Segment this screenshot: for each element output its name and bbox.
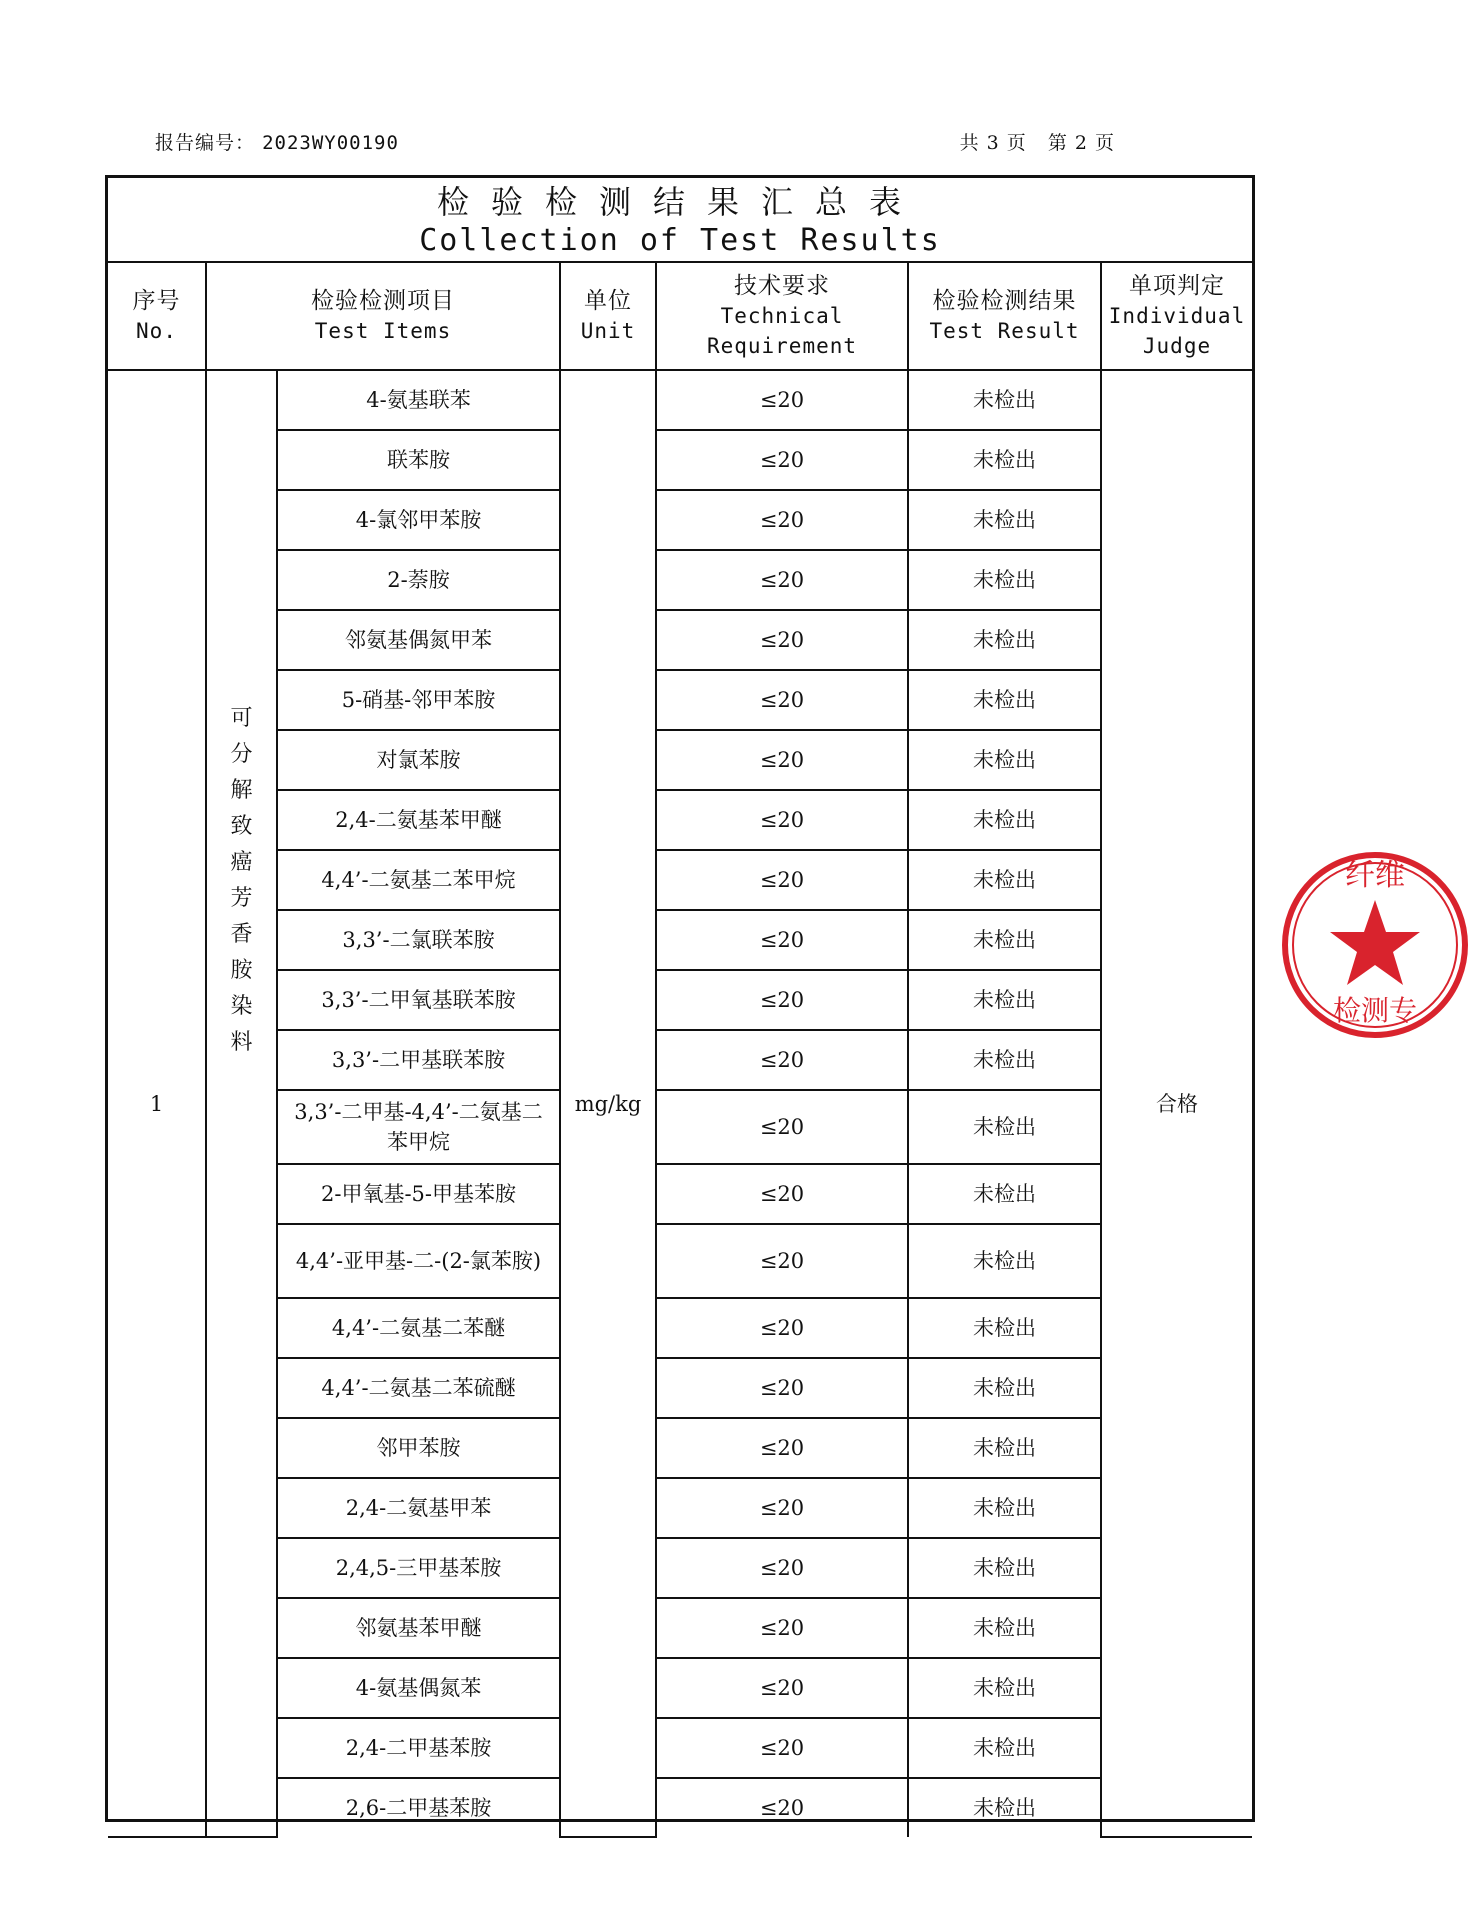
col-header-items [206, 263, 560, 370]
result-value: 未检出 [908, 670, 1101, 730]
results-summary-table [105, 175, 1255, 1822]
requirement-value: ≤20 [656, 970, 908, 1030]
inspection-seal-stamp [1275, 845, 1475, 1045]
table-row [108, 910, 1252, 970]
requirement-value: ≤20 [656, 370, 908, 430]
category-label [206, 370, 277, 1837]
requirement-value: ≤20 [656, 1030, 908, 1090]
test-item-name: 3,3’-二氯联苯胺 [277, 910, 560, 970]
table-row [108, 1298, 1252, 1358]
requirement-value: ≤20 [656, 790, 908, 850]
results-table [108, 263, 1252, 1838]
col-judge-en-2: Judge [1142, 334, 1212, 358]
unit-value: mg/kg [560, 370, 656, 1837]
result-value: 未检出 [908, 1030, 1101, 1090]
test-item-name: 4,4’-二氨基二苯甲烷 [277, 850, 560, 910]
table-row [108, 1718, 1252, 1778]
table-row [108, 1778, 1252, 1837]
report-number [155, 128, 399, 155]
col-judge-cn: 单项判定 [1129, 273, 1225, 299]
col-judge-en-1: Individual [1108, 304, 1246, 328]
requirement-value: ≤20 [656, 1298, 908, 1358]
table-row [108, 1358, 1252, 1418]
report-number-label: 报告编号： [155, 132, 256, 154]
result-value: 未检出 [908, 1718, 1101, 1778]
test-item-name: 3,3’-二甲氧基联苯胺 [277, 970, 560, 1030]
category-char: 料 [230, 1030, 253, 1055]
table-row [108, 730, 1252, 790]
test-item-name: 2,4-二氨基甲苯 [277, 1478, 560, 1538]
requirement-value: ≤20 [656, 670, 908, 730]
test-item-name: 2,4-二氨基苯甲醚 [277, 790, 560, 850]
requirement-value: ≤20 [656, 1090, 908, 1164]
table-row [108, 1478, 1252, 1538]
seal-star-icon [1330, 900, 1420, 985]
result-value: 未检出 [908, 910, 1101, 970]
test-item-name: 2,4,5-三甲基苯胺 [277, 1538, 560, 1598]
category-char: 芳 [230, 886, 253, 911]
test-item-name: 2,4-二甲基苯胺 [277, 1718, 560, 1778]
test-item-name: 4,4’-亚甲基-二-(2-氯苯胺) [277, 1224, 560, 1298]
total-pages: 共 3 页 [959, 132, 1027, 154]
table-row [108, 490, 1252, 550]
table-row [108, 1224, 1252, 1298]
table-row [108, 430, 1252, 490]
seal-text-bottom: 检测专 [1332, 994, 1418, 1027]
col-header-no [108, 263, 206, 370]
requirement-value: ≤20 [656, 490, 908, 550]
test-item-name: 联苯胺 [277, 430, 560, 490]
seal-text-top: 纤维 [1345, 858, 1405, 893]
title-english: Collection of Test Results [419, 223, 941, 258]
result-value: 未检出 [908, 370, 1101, 430]
result-value: 未检出 [908, 850, 1101, 910]
category-char: 染 [230, 994, 253, 1019]
test-item-name: 4-氯邻甲苯胺 [277, 490, 560, 550]
col-req-en-2: Requirement [706, 334, 858, 358]
test-item-name: 邻氨基苯甲醚 [277, 1598, 560, 1658]
requirement-value: ≤20 [656, 1538, 908, 1598]
test-item-name: 2-甲氧基-5-甲基苯胺 [277, 1164, 560, 1224]
test-item-name: 4,4’-二氨基二苯硫醚 [277, 1358, 560, 1418]
table-row [108, 790, 1252, 850]
table-row [108, 610, 1252, 670]
requirement-value: ≤20 [656, 550, 908, 610]
test-item-name: 对氯苯胺 [277, 730, 560, 790]
col-unit-en: Unit [580, 319, 636, 343]
result-value: 未检出 [908, 1478, 1101, 1538]
table-row [108, 550, 1252, 610]
report-number-value: 2023WY00190 [262, 132, 399, 154]
test-item-name: 2,6-二甲基苯胺 [277, 1778, 560, 1837]
category-char: 胺 [230, 958, 253, 983]
table-row [108, 370, 1252, 430]
table-header-row [108, 263, 1252, 370]
result-value: 未检出 [908, 1598, 1101, 1658]
result-value: 未检出 [908, 610, 1101, 670]
result-value: 未检出 [908, 430, 1101, 490]
current-page: 第 2 页 [1047, 132, 1115, 154]
requirement-value: ≤20 [656, 1478, 908, 1538]
judge-value: 合格 [1101, 370, 1252, 1837]
page-counter [946, 128, 1115, 155]
result-value: 未检出 [908, 1090, 1101, 1164]
result-value: 未检出 [908, 1658, 1101, 1718]
requirement-value: ≤20 [656, 730, 908, 790]
requirement-value: ≤20 [656, 850, 908, 910]
requirement-value: ≤20 [656, 1778, 908, 1837]
requirement-value: ≤20 [656, 1224, 908, 1298]
category-char: 癌 [230, 850, 253, 875]
requirement-value: ≤20 [656, 610, 908, 670]
table-row [108, 1538, 1252, 1598]
category-char: 致 [230, 814, 253, 839]
test-item-name: 4-氨基联苯 [277, 370, 560, 430]
col-result-en: Test Result [929, 319, 1080, 343]
table-row [108, 1418, 1252, 1478]
table-row [108, 1658, 1252, 1718]
requirement-value: ≤20 [656, 1598, 908, 1658]
requirement-value: ≤20 [656, 1658, 908, 1718]
requirement-value: ≤20 [656, 1358, 908, 1418]
result-value: 未检出 [908, 1358, 1101, 1418]
result-value: 未检出 [908, 970, 1101, 1030]
col-no-en: No. [136, 319, 177, 343]
col-header-result [908, 263, 1101, 370]
requirement-value: ≤20 [656, 910, 908, 970]
test-item-name: 4,4’-二氨基二苯醚 [277, 1298, 560, 1358]
test-item-name: 2-萘胺 [277, 550, 560, 610]
result-value: 未检出 [908, 1538, 1101, 1598]
category-char: 香 [230, 922, 253, 947]
table-row [108, 1164, 1252, 1224]
table-row [108, 1090, 1252, 1164]
col-header-judge [1101, 263, 1252, 370]
title-chinese: 检验检测结果汇总表 [436, 183, 923, 221]
requirement-value: ≤20 [656, 1718, 908, 1778]
category-char: 可 [230, 706, 253, 731]
col-result-cn: 检验检测结果 [932, 288, 1077, 314]
col-items-cn: 检验检测项目 [311, 288, 455, 314]
table-row [108, 850, 1252, 910]
table-row [108, 970, 1252, 1030]
result-value: 未检出 [908, 790, 1101, 850]
requirement-value: ≤20 [656, 430, 908, 490]
col-no-cn: 序号 [132, 288, 181, 314]
col-items-en: Test Items [314, 319, 452, 343]
table-row [108, 670, 1252, 730]
table-title [108, 178, 1252, 263]
result-value: 未检出 [908, 1224, 1101, 1298]
test-item-name: 4-氨基偶氮苯 [277, 1658, 560, 1718]
test-item-name: 邻甲苯胺 [277, 1418, 560, 1478]
result-value: 未检出 [908, 490, 1101, 550]
table-row [108, 1598, 1252, 1658]
result-value: 未检出 [908, 1418, 1101, 1478]
category-char: 解 [230, 778, 253, 803]
requirement-value: ≤20 [656, 1164, 908, 1224]
col-header-requirement [656, 263, 908, 370]
test-item-name: 3,3’-二甲基联苯胺 [277, 1030, 560, 1090]
col-header-unit [560, 263, 656, 370]
page-header [155, 128, 1115, 156]
category-char: 分 [230, 742, 253, 767]
test-item-name: 3,3’-二甲基-4,4’-二氨基二苯甲烷 [277, 1090, 560, 1164]
col-req-cn: 技术要求 [734, 273, 830, 299]
group-number: 1 [108, 370, 206, 1837]
result-value: 未检出 [908, 1164, 1101, 1224]
col-req-en-1: Technical [720, 304, 844, 328]
result-value: 未检出 [908, 730, 1101, 790]
result-value: 未检出 [908, 550, 1101, 610]
requirement-value: ≤20 [656, 1418, 908, 1478]
result-value: 未检出 [908, 1778, 1101, 1837]
result-value: 未检出 [908, 1298, 1101, 1358]
test-item-name: 邻氨基偶氮甲苯 [277, 610, 560, 670]
test-item-name: 5-硝基-邻甲苯胺 [277, 670, 560, 730]
col-unit-cn: 单位 [584, 288, 632, 314]
table-row [108, 1030, 1252, 1090]
